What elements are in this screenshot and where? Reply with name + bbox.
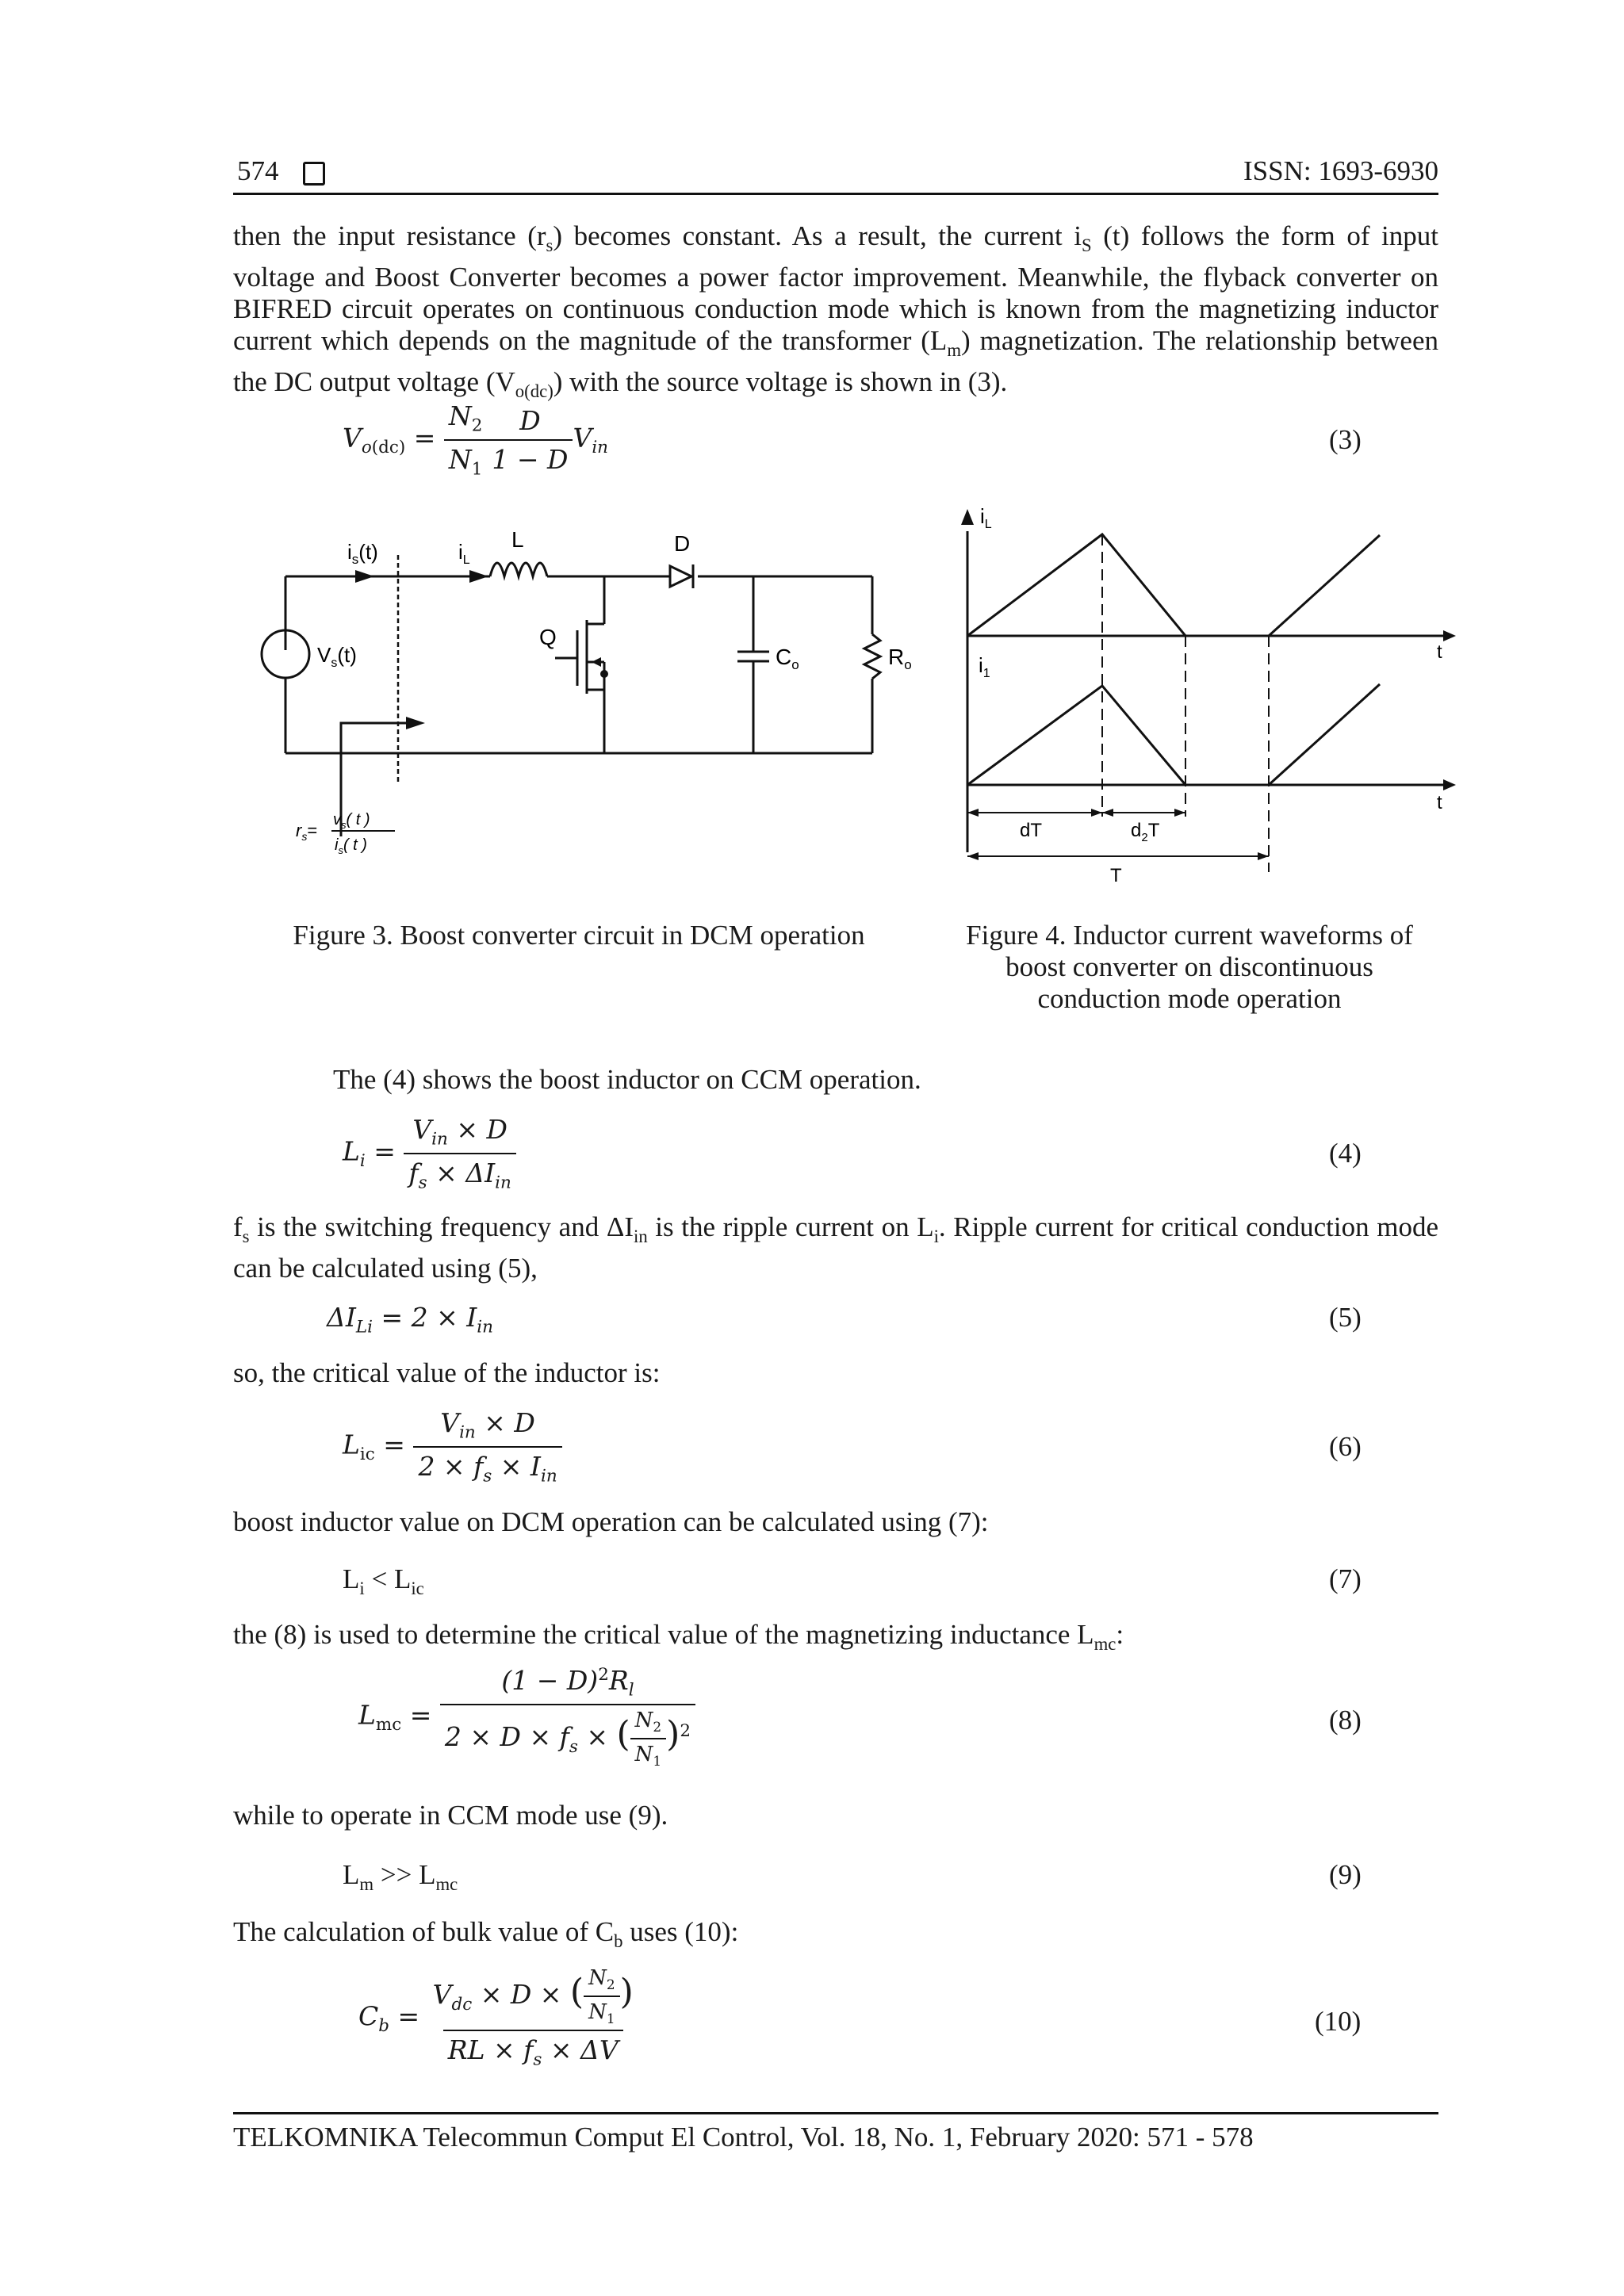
label-is: $i_s(t)$ (347, 540, 378, 567)
label-resistor: $R_o$ (888, 645, 912, 672)
issn: ISSN: 1693-6930 (1243, 155, 1438, 186)
equation-9-number: (9) (1329, 1859, 1362, 1890)
il-arrow-icon (469, 570, 488, 583)
diode-icon (670, 566, 691, 587)
equation-5: $\Delta I_{Li} = 2 \times I_{in}$ (327, 1302, 493, 1337)
paragraph-eq8: the (8) is used to determine the critical value of the magnetizing inductance $L_{mc}$: (233, 1619, 1124, 1654)
resistor-icon (864, 634, 880, 679)
intro-paragraph: then the input resistance $(r_s)$ becomes constant. As a result, the current $i_S$ (t) follows the form of input voltage and Boost Converter becomes a power factor improvement. Meanwhile, the flyback converter on BIFRED circuit operates on continuous conduction mode which is known from the magnetizing inductor current which depends on the magnitude of the transformer $(L_m)$ magnetization. The relationship between the DC output voltage $(V_{o(dc)})$ with the source voltage is shown in (3). (233, 220, 1438, 401)
inductor-icon (490, 563, 547, 576)
rs-formula (296, 811, 395, 856)
figure-3-circuit (238, 523, 967, 872)
equation-5-number: (5) (1329, 1302, 1362, 1333)
paragraph-eq4-intro: The (4) shows the boost inductor on CCM operation. (333, 1064, 921, 1095)
label-t-bottom: t (1437, 792, 1442, 813)
label-t-top: t (1437, 641, 1442, 663)
equation-10: $C_b$ = $V_{dc} \times D$ × ( $\frac{N_2}{N_1}$ ) RL × $f_s \times \Delta V$ (358, 1966, 634, 2070)
equation-8-number: (8) (1329, 1705, 1362, 1735)
label-il: $i_L$ (458, 540, 470, 567)
equation-8: $L_{mc}$ = $(1 - D)^2R_l$ $2 \times D \times f_s$ × ( $\frac{N_2}{N_1}$ )$^2$ (358, 1665, 695, 1769)
mosfet-arrow-icon (592, 657, 601, 667)
paragraph-dcm: boost inductor value on DCM operation can be calculated using (7): (233, 1506, 989, 1537)
equation-10-number: (10) (1315, 2006, 1362, 2037)
t-axis-top-arrow-icon (1443, 630, 1456, 641)
rs-arrow-icon (406, 717, 425, 729)
label-capacitor: $C_o$ (776, 645, 799, 672)
figure-3-caption: Figure 3. Boost converter circuit in DCM operation (293, 920, 865, 951)
square-bullet-icon (303, 162, 325, 186)
paragraph-cb: The calculation of bulk value of $C_b$ uses (10): (233, 1916, 739, 1951)
dimension-arrows-icon (967, 809, 1269, 860)
header-rule (233, 193, 1438, 195)
label-il: $i_L$ (980, 504, 992, 531)
equation-4: $L_i$ = $\frac{V_{in} \times D}{f_s \times \Delta I_{in}}$ (343, 1114, 516, 1192)
equation-6-number: (6) (1329, 1431, 1362, 1462)
t-axis-bottom-arrow-icon (1443, 779, 1456, 790)
equation-4-number: (4) (1329, 1138, 1362, 1169)
paragraph-ccm: while to operate in CCM mode use (9). (233, 1800, 668, 1831)
equation-9: $L_m >> L_{mc}$ (343, 1859, 458, 1894)
label-switch: Q (539, 625, 557, 649)
label-diode: D (674, 531, 691, 556)
equation-6: $L_{ic}$ = $\frac{V_{in} \times D}{2 \times f_s \times I_{in}}$ (343, 1407, 562, 1486)
figure-4-caption: Figure 4. Inductor current waveforms of boost converter on discontinuous conduction mode operation (966, 920, 1413, 1014)
label-i1: $i_1$ (979, 653, 990, 680)
equation-7-number: (7) (1329, 1563, 1362, 1594)
svg-text:vs( t ): $v_s$( t ) (333, 811, 370, 831)
svg-text:is( t ): $i_s$( t ) (335, 836, 367, 856)
label-inductor: L (511, 527, 524, 552)
page-number: 574 (237, 155, 325, 187)
i1-waveform (967, 684, 1380, 785)
equation-3-number: (3) (1329, 424, 1362, 455)
equation-7: $L_i < L_{ic}$ (343, 1563, 424, 1598)
figure-4-waveforms (952, 499, 1459, 888)
label-period: T (1110, 865, 1122, 886)
footer-citation: TELKOMNIKA Telecommun Comput El Control, Vol. 18, No. 1, February 2020: 571 - 578 (233, 2122, 1254, 2152)
equation-3: $V_{o(dc)}$ = $\frac{N_2}{N_1}$ $\frac{D}{1 - D}$ $V_{in}$ (343, 400, 608, 480)
svg-text:rs=: $r_s=$ (296, 821, 318, 843)
paragraph-fs: $f_s$ is the switching frequency and $\Delta I_{in}$ is the ripple current on $L_i$. Ripple current for critical conduction mode can be calculated using (5), (233, 1211, 1438, 1284)
label-source: $V_s(t)$ (317, 643, 357, 670)
il-waveform (967, 534, 1380, 636)
label-d2t: $d_2T$ (1131, 820, 1160, 844)
label-dt: dT (1020, 820, 1043, 841)
is-arrow-icon (355, 570, 374, 583)
footer-rule (233, 2112, 1438, 2114)
y-axis-arrow-icon (961, 509, 974, 525)
paragraph-critical: so, the critical value of the inductor is: (233, 1357, 661, 1388)
